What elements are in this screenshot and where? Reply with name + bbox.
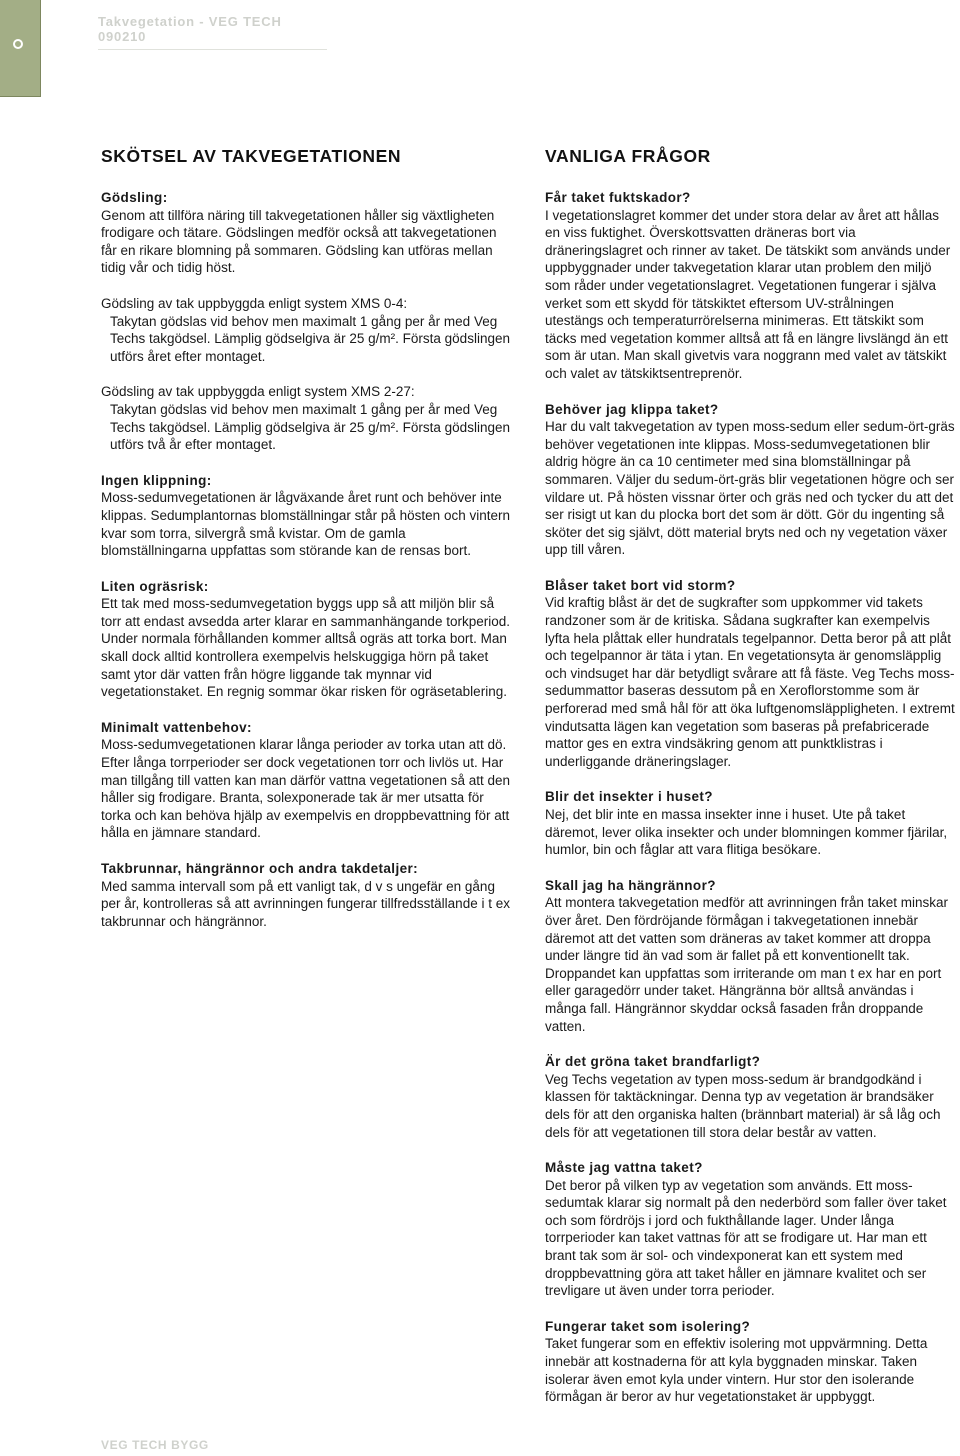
faq-question: Är det gröna taket brandfarligt?	[545, 1054, 761, 1070]
section-text: Med samma intervall som på ett vanligt tak, d v s ungefär en gång per år, kontrolleras så att avrinningen fungerar tillfredsställande i t ex takbrunnar och hängrännor.	[101, 878, 510, 929]
faq-answer: Vid kraftig blåst är det de sugkrafter som uppkommer vid takets randzoner som är de kritiska. Sådana sugkrafter kan exempelvis lyfta hela plåttak eller hundratals tegelpannor. Detta beror på att plåt och tegelpannor är täta i ytan. En vegetationsyta är genomsläpplig och vindsuget har där betydligt svårare att få fäste. Veg Techs moss-sedummattor baseras dessutom på en Xeroflorstomme som är perforerad med små hål för att öka luftgenomsläppligheten. I extremt vindutsatta lägen kan vegetation som baseras på prefabricerade mattor ges en extra vindsäkring genom att punktklistras i underliggande dräneringslager.	[545, 595, 955, 769]
section-title: Ingen klippning:	[101, 472, 212, 488]
faq-question: Måste jag vattna taket?	[545, 1160, 703, 1176]
section-drains	[101, 860, 515, 930]
circle-icon	[13, 39, 23, 49]
section-fertilizing	[101, 189, 515, 277]
section-title: Minimalt vattenbehov:	[101, 719, 252, 735]
faq-insects	[545, 788, 955, 858]
section-text: Genom att tillföra näring till takvegetationen håller sig växtligheten frodigare och tätare. Gödslingen medför också att takvegetationen får en rikare blomning på sommaren. Gödsling kan utföras mellan tidig vår och tidig höst.	[101, 207, 497, 276]
faq-question: Fungerar taket som isolering?	[545, 1318, 751, 1334]
left-column	[101, 146, 515, 948]
faq-watering	[545, 1159, 955, 1300]
section-text: Moss-sedumvegetationen är lågväxande året runt och behöver inte klippas. Sedumplantornas blomställningar står på hösten och vintern kvar som torra, silvergrå små kvistar. Om de gamla blomställningarna uppfattas som störande kan de rensas bort.	[101, 490, 510, 559]
faq-moisture	[545, 189, 955, 383]
faq-answer: Det beror på vilken typ av vegetation som används. Ett moss-sedumtak klarar sig normalt på den nederbörd som faller över taket och som fördröjs i jord och fukthållande lager. Under långa torrperioder kan taket vattnas för att se frodigare ut. Har man ett brant tak som är sol- och vindexponerat kan ett system med droppbevattning göra att taket håller en jämnare kvalitet och ser trevligare ut även under torra perioder.	[545, 1177, 947, 1299]
right-column	[545, 146, 955, 1424]
section-lead: Gödsling av tak uppbyggda enligt system XMS 0-4:	[101, 295, 408, 311]
faq-answer: Nej, det blir inte en massa insekter inne i huset. Ute på taket däremot, lever olika insekter och under blomningen kommer fjärilar, humlor, bin och fåglar att vara flitiga besökare.	[545, 807, 948, 858]
faq-question: Skall jag ha hängrännor?	[545, 877, 716, 893]
faq-storm	[545, 577, 955, 771]
faq-question: Blir det insekter i huset?	[545, 789, 713, 805]
faq-mowing	[545, 401, 955, 559]
corner-tab	[0, 0, 41, 97]
section-title: Liten ogräsrisk:	[101, 578, 209, 594]
faq-answer: Att montera takvegetation medför att avrinningen från taket minskar över året. Den fördröjande förmågan i takvegetationen innebär däremot att det vatten som dräneras av taket kommer att droppa under längre tid än vad som är fallet på ett konventionellt tak. Droppandet kan uppfattas som irriterande om man t ex har en port eller garagedörr under taket. Hängränna bör alltså användas i många fall. Hängrännor skyddar också fasaden från droppande vatten.	[545, 895, 948, 1034]
right-heading: VANLIGA FRÅGOR	[545, 146, 711, 166]
section-no-mowing	[101, 472, 515, 560]
section-text: Takytan gödslas vid behov men maximalt 1 gång per år med Veg Techs takgödsel. Lämplig gödselgiva är 25 g/m². Första gödslingen utförs året efter montaget.	[110, 313, 510, 364]
section-text: Ett tak med moss-sedumvegetation byggs upp så att miljön blir så torr att endast avsedda arter klarar en sammanhängande torkperiod. Under normala förhållanden kommer alltså ogräs att torka bort. Man skall dock alltid kontrollera exempelvis helskuggiga hörn på taket samt ytor där vatten från högre liggande tak mynnar vid vegetationstaket. En regnig sommar ökar risken för ogräsetablering.	[101, 596, 510, 700]
faq-answer: Har du valt takvegetation av typen moss-sedum eller sedum-ört-gräs behöver vegetationen inte klippas. Moss-sedumvegetationen blir aldrig högre än ca 10 centimeter med sina blomställningar på sommaren. Väljer du sedum-ört-gräs blir vegetationen högre och ser vildare ut. På hösten vissnar örter och gräs ned och tycker du att det ser risigt ut kan du plocka bort det som är dött. Gör du ingenting så sköter det sig självt, dött material bryts ned och ny vegetation växer upp till våren.	[545, 419, 955, 558]
faq-answer: Taket fungerar som en effektiv isolering mot uppvärmning. Detta innebär att kostnaderna för att kyla byggnaden minskar. Taken isolerar även emot kyla under vintern. Hur stor den isolerande förmågan är beror av hur vegetationstaket är uppbyggt.	[545, 1336, 928, 1405]
section-lead: Gödsling av tak uppbyggda enligt system XMS 2-27:	[101, 384, 415, 400]
section-text: Takytan gödslas vid behov men maximalt 1 gång per år med Veg Techs takgödsel. Lämplig gödselgiva är 25 g/m². Första gödslingen utförs två år efter montaget.	[110, 401, 510, 453]
faq-answer: Veg Techs vegetation av typen moss-sedum är brandgodkänd i klassen för taktäckningar. Denna typ av vegetation är brandsäker dels för att den organiska halten (brännbart material) är så låg och dels för att vegetationen till stora delar består av vatten.	[545, 1071, 941, 1140]
faq-insulation	[545, 1318, 955, 1406]
faq-gutters	[545, 877, 955, 1035]
section-text: Moss-sedumvegetationen klarar långa perioder av torka utan att dö. Efter långa torrperioder ser dock vegetationen torr och livlös ut. Har man tillgång till vatten kan man därför vattna vegetationen så att den håller sig frodigare. Branta, solexponerade tak är mer utsatta för torka och kan behöva hjälp av exempelvis en droppbevattning för att hålla en jämnare standard.	[101, 737, 511, 841]
section-title: Gödsling:	[101, 190, 168, 205]
section-xms-0-4	[101, 295, 515, 365]
faq-answer: I vegetationslagret kommer det under stora delar av året att hållas en viss fuktighet. Överskottsvatten dräneras bort via dräneringslagret och rinner av taket. De tätskikt som används under uppbyggnader under takvegetation klarar utan problem den miljö som råder under vegetationslagret. Vegetationen fungerar i själva verket som ett skydd för tätskiktet eftersom UV-strålningen utestängs och temperaturrörelserna minimeras. Ett tätskikt som täcks med vegetation kommer alltså att få en längre livslängd än ett som är utan. Man skall givetvis vara noggrann med valet av tätskikt och valet av tätskiktsentreprenör.	[545, 207, 951, 381]
page-footer: VEG TECH BYGG	[101, 1438, 209, 1452]
section-xms-2-27	[101, 383, 515, 453]
section-water-need	[101, 719, 515, 842]
left-heading: SKÖTSEL AV TAKVEGETATIONEN	[101, 146, 402, 166]
section-weed-risk	[101, 578, 515, 701]
faq-fire	[545, 1053, 955, 1141]
section-title: Takbrunnar, hängrännor och andra takdetaljer:	[101, 861, 419, 876]
faq-question: Behöver jag klippa taket?	[545, 401, 719, 417]
faq-question: Blåser taket bort vid storm?	[545, 577, 736, 593]
page-header: Takvegetation - VEG TECH 090210	[98, 14, 327, 50]
faq-question: Får taket fuktskador?	[545, 190, 691, 205]
